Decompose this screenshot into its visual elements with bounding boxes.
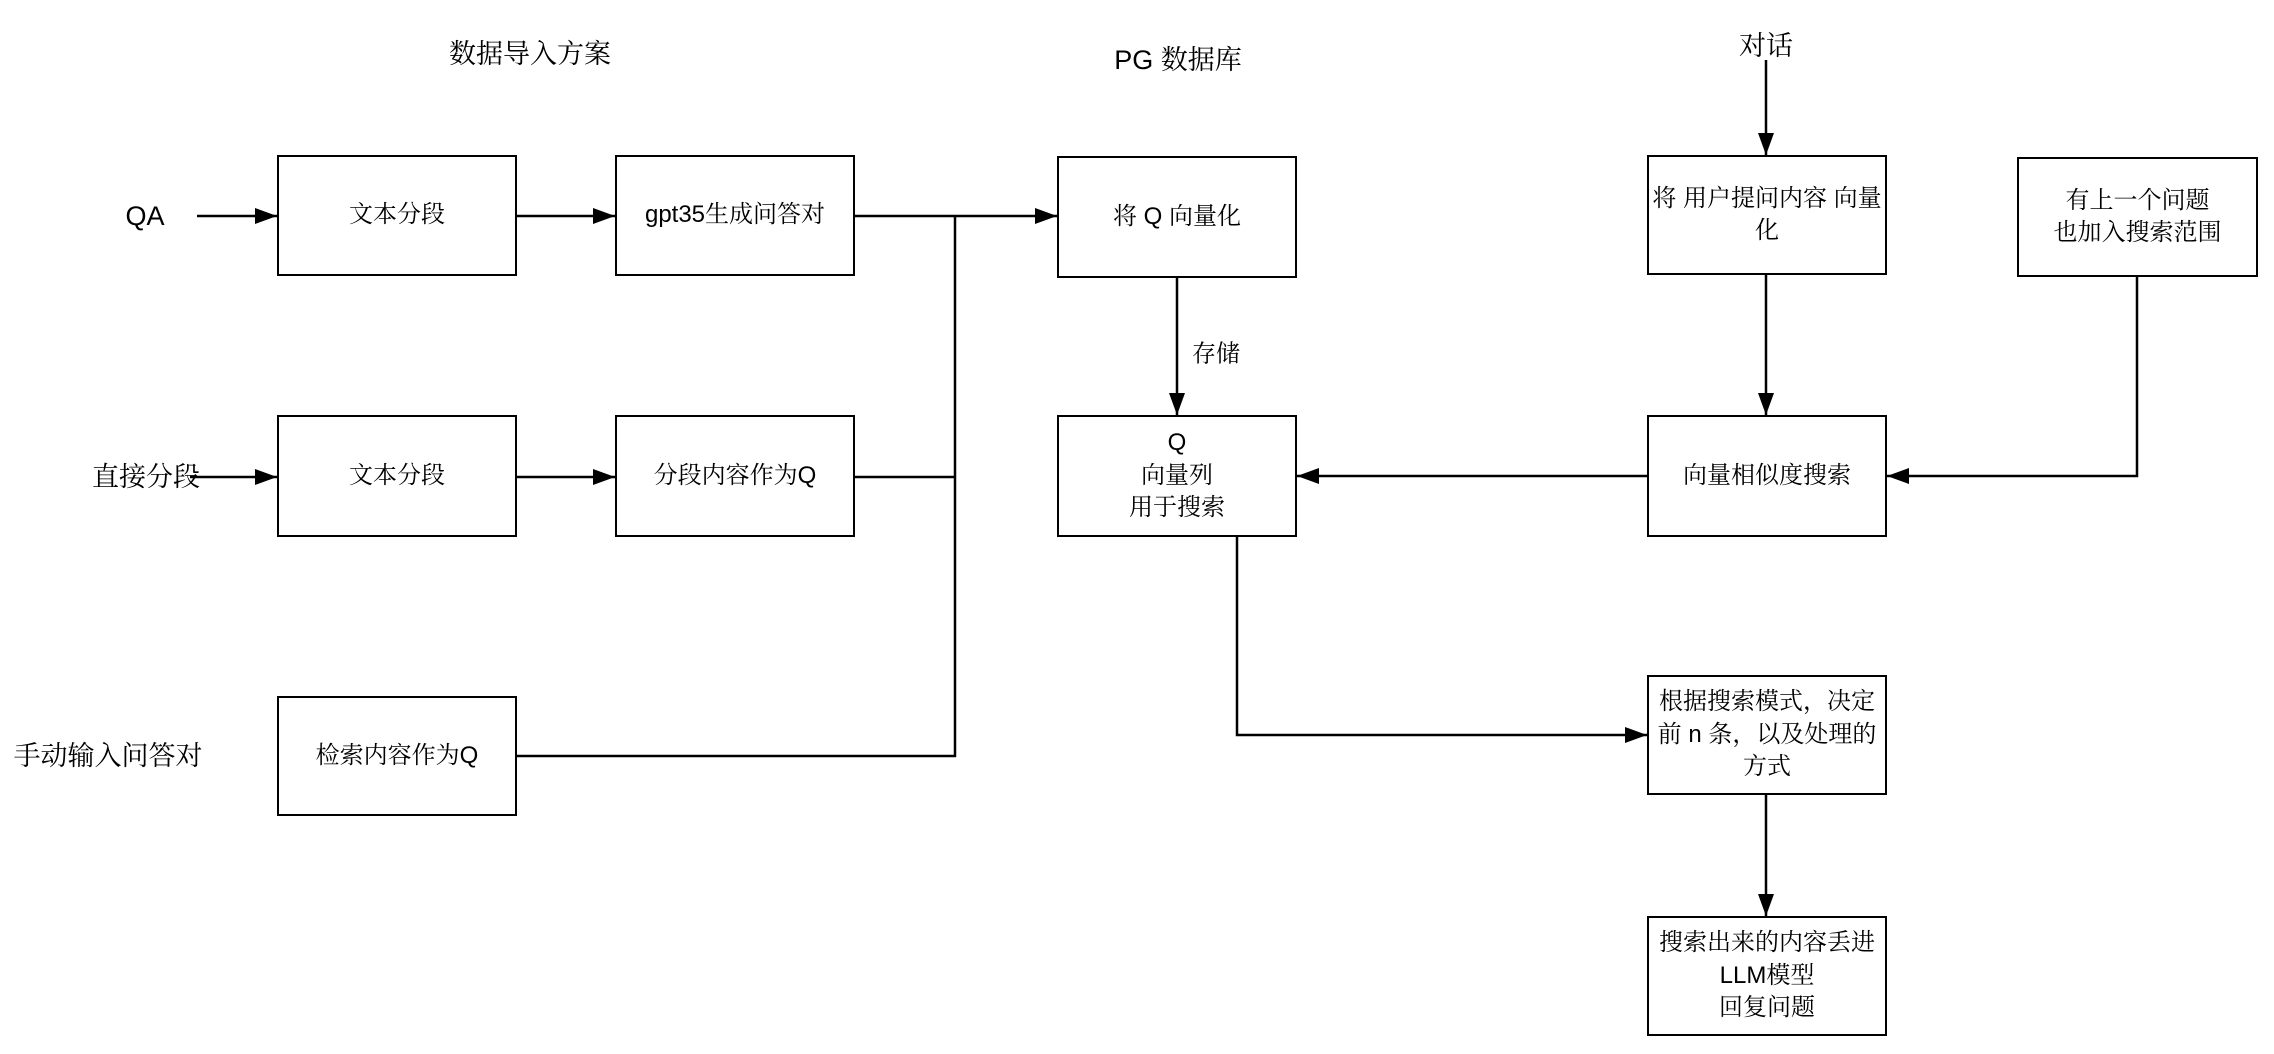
node-retrieval-content-as-q (277, 696, 517, 816)
node-q-vector-column-text: 用于搜索 (1129, 494, 1225, 522)
node-llm-answer-text: 回复问题 (1719, 994, 1815, 1022)
store-edge-label: 存储 (1192, 340, 1240, 368)
node-previous-question-scope (2017, 157, 2258, 277)
dialog-label: 对话 (1739, 30, 1793, 61)
section-title-pg-database: PG 数据库 (1114, 44, 1242, 75)
qa-source-label: QA (125, 200, 165, 231)
node-vectorize-q-text: 将 Q 向量化 (1112, 202, 1241, 230)
node-search-mode-top-n-text: 根据搜索模式，决定 (1659, 688, 1875, 716)
node-search-mode-top-n (1647, 675, 1887, 795)
node-q-vector-column (1057, 415, 1297, 537)
node-llm-answer (1647, 916, 1887, 1036)
node-segment-content-as-q-text: 分段内容作为Q (653, 461, 817, 489)
node-vectorize-user-question-text: 将 用户提问内容 向量 (1652, 184, 1882, 212)
node-text-split-1-text: 文本分段 (349, 201, 445, 229)
node-gpt35-generate-qa (615, 155, 855, 276)
node-retrieval-content-as-q-text: 检索内容作为Q (315, 741, 479, 769)
edge-previous-question-to-similarity (1887, 277, 2137, 476)
edge-column-to-search-mode (1237, 537, 1647, 735)
node-previous-question-scope-text: 也加入搜索范围 (2053, 219, 2222, 246)
node-vector-similarity-search (1647, 415, 1887, 537)
manual-qa-source-label: 手动输入问答对 (13, 740, 203, 771)
node-vectorize-user-question (1647, 155, 1887, 275)
node-vectorize-user-question-text: 化 (1755, 217, 1779, 244)
node-text-split-2 (277, 415, 517, 537)
node-search-mode-top-n-text: 方式 (1743, 753, 1791, 781)
node-q-vector-column-text: Q (1167, 429, 1187, 457)
node-text-split-1 (277, 155, 517, 276)
node-vectorize-q (1057, 156, 1297, 278)
node-gpt35-generate-qa-text: gpt35生成问答对 (644, 201, 826, 229)
node-q-vector-column-text: 向量列 (1141, 461, 1213, 489)
node-llm-answer-text: LLM模型 (1719, 961, 1815, 989)
node-llm-answer-text: 搜索出来的内容丢进 (1659, 929, 1875, 957)
node-previous-question-scope-text: 有上一个问题 (2065, 186, 2210, 214)
node-text-split-2-text: 文本分段 (349, 461, 445, 489)
section-title-data-import: 数据导入方案 (449, 38, 611, 69)
node-vector-similarity-search-text: 向量相似度搜索 (1683, 461, 1851, 489)
direct-split-source-label: 直接分段 (92, 461, 200, 492)
node-search-mode-top-n-text: 前 n 条，以及处理的 (1657, 720, 1877, 748)
node-segment-content-as-q (615, 415, 855, 537)
